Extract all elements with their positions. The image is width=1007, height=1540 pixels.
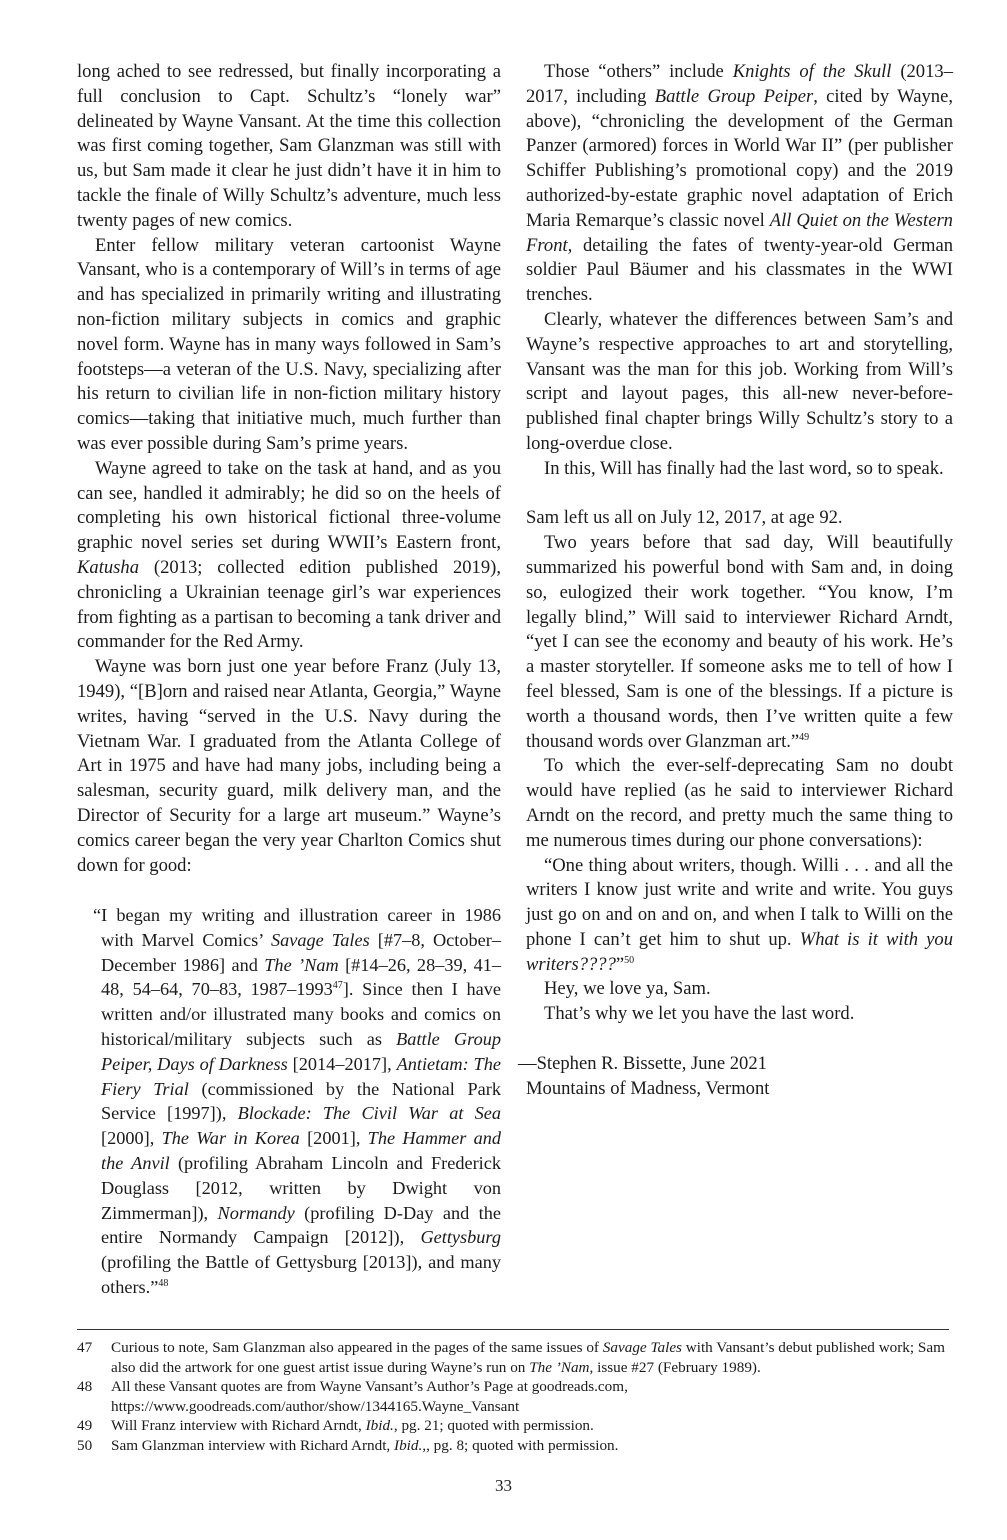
paragraph: That’s why we let you have the last word.	[544, 1003, 855, 1025]
footnote-ref: 49	[799, 731, 810, 743]
paragraph: Clearly, whatever the differences between Sam’s and Wayne’s respective approaches to art and storytelling, Vansant was the man for this job. Working from Will’s script and layout pages, this all-new never-before-published final chapter brings Willy Schultz’s story to a long-overdue close.	[526, 308, 953, 454]
paragraph: “One thing about writers, though. Willi . . . and all the writers I know just write and write and write. You guys just go on and on and on, and when I talk to Willi on the phone I can’t get him to shut up. What is it with you writers????”$^{50}$	[526, 854, 954, 975]
block-quote	[93, 903, 502, 1300]
right-column	[518, 60, 954, 1101]
paragraph: In this, Will has finally had the last word, so to speak.	[544, 457, 944, 479]
signature-location: Mountains of Madness, Vermont	[526, 1077, 770, 1099]
footnote-ref: 50	[624, 954, 635, 966]
footnote-divider	[77, 1329, 949, 1330]
paragraph: Wayne agreed to take on the task at hand, and as you can see, handled it admirably; he did so on the heels of completing his own historical fictional three-volume graphic novel series set during WWII’s Eastern front, Katusha (2013; collected edition published 2019), chronicling a Ukrainian teenage girl’s war experiences from fighting as a partisan to becoming a tank driver and commander for the Red Army.	[77, 457, 501, 653]
footnote	[77, 1338, 953, 1377]
paragraph: Two years before that sad day, Will beautifully summarized his powerful bond with Sam and, in doing so, eulogized their work together. “You know, I’m legally blind,” Will said to interviewer Richard Arndt, “yet I can see the economy and beauty of his work. He’s a master storyteller. If someone asks me to tell of how I feel blessed, Sam is one of the blessings. If a picture is worth a thousand words, then I’ve written quite a few thousand words over Glanzman art.”$^{49}$	[526, 532, 953, 752]
footnote-number: 50	[77, 1436, 93, 1454]
paragraph: Enter fellow military veteran cartoonist Wayne Vansant, who is a contemporary of Will’s in terms of age and has specialized in primarily writing and illustrating non-fiction military subjects in comics and graphic novel form. Wayne has in many ways followed in Sam’s footsteps—a veteran of the U.S. Navy, specializing after his return to civilian life in non-fiction military history comics—taking that initiative much, much further than was ever possible during Sam’s prime years.	[77, 234, 501, 454]
footnote-text: Sam Glanzman interview with Richard Arndt, Ibid.,, pg. 8; quoted with permission.	[111, 1436, 619, 1454]
footnote-number: 48	[77, 1378, 93, 1395]
page-number: 33	[495, 1476, 512, 1495]
footnote-text: All these Vansant quotes are from Wayne Vansant’s Author’s Page at goodreads.com, https://www.goodreads.com/author/show/1344165.Wayne_Vansant	[111, 1378, 628, 1415]
signature-author: —Stephen R. Bissette, June 2021	[518, 1052, 767, 1074]
footnote	[77, 1377, 953, 1416]
paragraph: To which the ever-self-deprecating Sam no doubt would have replied (as he said to interviewer Richard Arndt on the record, and pretty much the same thing to me numerous times during our phone conversations):	[526, 755, 953, 851]
footnote-number: 49	[77, 1417, 93, 1434]
quote-paragraph: “I began my writing and illustration career in 1986 with Marvel Comics’ Savage Tales [#7–8, October–December 1986] and The ’Nam [#14–26, 28–39, 41–48, 54–64, 70–83, 1987–1993$^{47}$]. Since then I have written and/or illustrated many books and comics on historical/military subjects such as Battle Group Peiper, Days of Darkness [2014–2017], Antietam: The Fiery Trial (commissioned by the National Park Service [1997]), Blockade: The Civil War at Sea [2000], The War in Korea [2001], The Hammer and the Anvil (profiling Abraham Lincoln and Frederick Douglass [2012, written by Dwight von Zimmerman]), Normandy (profiling D-Day and the entire Normandy Campaign [2012]), Gettysburg (profiling the Battle of Gettysburg [2013]), and many others.”$^{48}$	[93, 905, 502, 1298]
footnote-text: Curious to note, Sam Glanzman also appeared in the pages of the same issues of Savage Tales with Vansant’s debut published work; Sam also did the artwork for one guest artist issue during Wayne’s run on The ’Nam, issue #27 (February 1989).	[111, 1339, 945, 1376]
paragraph: Hey, we love ya, Sam.	[544, 978, 711, 1000]
footnote-ref: 48	[158, 1278, 169, 1290]
footnote	[77, 1416, 953, 1436]
paragraph: long ached to see redressed, but finally incorporating a full conclusion to Capt. Schultz’s “lonely war” delineated by Wayne Vansant. At the time this collection was first coming together, Sam Glanzman was still with us, but Sam made it clear he just didn’t have it in him to tackle the finale of Willy Schultz’s adventure, much less twenty pages of new comics.	[77, 61, 501, 231]
footnote-number: 47	[77, 1339, 93, 1356]
footnote-text: Will Franz interview with Richard Arndt, Ibid., pg. 21; quoted with permission.	[111, 1417, 594, 1434]
left-column	[77, 60, 501, 1300]
footnote	[77, 1436, 953, 1456]
signature	[518, 1052, 953, 1102]
paragraph: Those “others” include Knights of the Skull (2013–2017, including Battle Group Peiper, cited by Wayne, above), “chronicling the development of the German Panzer (armored) forces in World War II” (per publisher Schiffer Publishing’s promotional copy) and the 2019 authorized-by-estate graphic novel adaptation of Erich Maria Remarque’s classic novel All Quiet on the Western Front, detailing the fates of twenty-year-old German soldier Paul Bäumer and his classmates in the WWI trenches.	[526, 61, 953, 306]
book-title: Katusha	[77, 556, 139, 578]
footnote-ref: 47	[332, 980, 343, 992]
footnotes	[77, 1338, 953, 1455]
paragraph: Sam left us all on July 12, 2017, at age 92.	[526, 507, 843, 529]
paragraph: Wayne was born just one year before Franz (July 13, 1949), “[B]orn and raised near Atlanta, Georgia,” Wayne writes, having “served in the U.S. Navy during the Vietnam War. I graduated from the Atlanta College of Art in 1975 and have had many jobs, including being a salesman, security guard, milk delivery man, and the Director of Security for a large art museum.” Wayne’s comics career began the very year Charlton Comics shut down for good:	[77, 656, 501, 876]
